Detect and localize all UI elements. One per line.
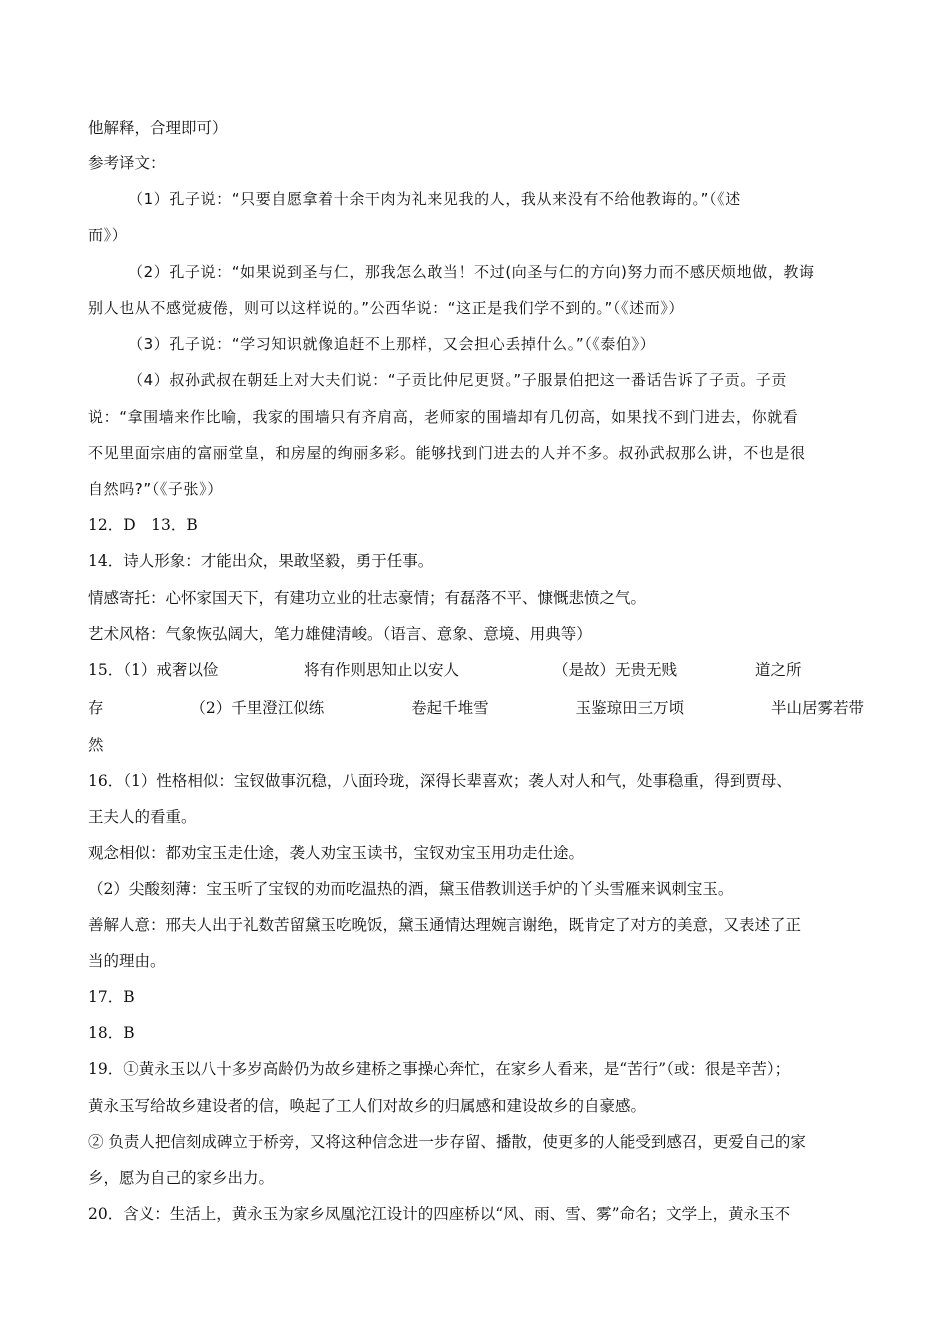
answer-line: 当的理由。: [88, 952, 166, 970]
answer-line: ② 负责人把信刻成碑立于桥旁，又将这种信念进一步存留、播散，使更多的人能受到感召，更爱自己的家: [88, 1133, 806, 1151]
q15-answer-item: （是故）无贵无贱: [553, 661, 678, 679]
q15-answer-item: （2）千里澄江似练: [190, 699, 325, 717]
q15-answer-item: 将有作则思知止以安人: [304, 661, 460, 679]
answer-line: 艺术风格：气象恢弘阔大，笔力雄健清峻。（语言、意象、意境、用典等）: [88, 625, 592, 643]
text-line: （3）孔子说：“学习知识就像追赶不上那样，又会担心丢掉什么。”（《泰伯》）: [128, 335, 656, 353]
text-line: 别人也从不感觉疲倦，则可以这样说的。”公西华说：“这正是我们学不到的。”（《述而》）: [88, 299, 685, 317]
text-line: （1）孔子说：“只要自愿拿着十余干肉为礼来见我的人，我从来没有不给他教诲的。”（《述: [128, 190, 741, 208]
text-line: 他解释，合理即可）: [88, 119, 228, 137]
text-line: 自然吗?”（《子张》）: [88, 480, 223, 498]
q15-answer-item: 15．（1）戒奢以俭: [88, 661, 219, 679]
text-line: 参考译文：: [88, 154, 166, 172]
text-line: 说：“拿围墙来作比喻，我家的围墙只有齐肩高，老师家的围墙却有几仞高，如果找不到门进去，你就看: [88, 408, 799, 426]
answer-line: 情感寄托：心怀家国天下，有建功立业的壮志豪情；有磊落不平、慷慨悲愤之气。: [88, 589, 647, 607]
answer-line: （2）尖酸刻薄：宝玉听了宝钗的劝而吃温热的酒，黛玉借教训送手炉的丫头雪雁来讽刺宝玉。: [88, 880, 734, 898]
answer-line: 16．（1）性格相似：宝钗做事沉稳，八面玲珑，深得长辈喜欢；袭人对人和气，处事稳重，得到贾母、: [88, 772, 792, 790]
answer-line: 黄永玉写给故乡建设者的信，唤起了工人们对故乡的归属感和建设故乡的自豪感。: [88, 1097, 647, 1115]
text-line: （2）孔子说：“如果说到圣与仁，那我怎么敢当！不过(向圣与仁的方向)努力而不感厌烦地做，教诲: [128, 263, 815, 281]
answer-line: 19．①黄永玉以八十多岁高龄仍为故乡建桥之事操心奔忙，在家乡人看来，是“苦行”（或：很是辛苦）；: [88, 1060, 791, 1078]
answer-line: 20．含义：生活上，黄永玉为家乡凤凰沱江设计的四座桥以“风、雨、雪、雾”命名；文学上，黄永玉不: [88, 1205, 791, 1223]
answer-line: 12．D 13．B: [88, 516, 198, 534]
answer-line: 17．B: [88, 988, 135, 1006]
answer-line: 王夫人的看重。: [88, 808, 197, 826]
q15-answer-row: [88, 698, 864, 718]
q15-answer-item: 道之所: [755, 661, 802, 679]
answer-line: 乡，愿为自己的家乡出力。: [88, 1169, 275, 1187]
q15-answer-item: 半山居雾若带: [770, 699, 864, 717]
answer-line: 18．B: [88, 1024, 135, 1042]
q15-answer-item: 然: [88, 736, 104, 754]
answer-line: 14．诗人形象：才能出众，果敢坚毅，勇于任事。: [88, 552, 434, 570]
text-line: 不见里面宗庙的富丽堂皇，和房屋的绚丽多彩。能够找到门进去的人并不多。叔孙武叔那么讲，不也是很: [88, 444, 806, 462]
answer-line: 观念相似：都劝宝玉走仕途，袭人劝宝玉读书，宝钗劝宝玉用功走仕途。: [88, 844, 585, 862]
q15-answer-item: 卷起千堆雪: [411, 699, 489, 717]
text-line: （4）叔孙武叔在朝廷上对大夫们说：“子贡比仲尼更贤。”子服景伯把这一番话告诉了子贡。子贡: [128, 371, 787, 389]
answer-line: 善解人意：邢夫人出于礼数苦留黛玉吃晚饭，黛玉通情达理婉言谢绝，既肯定了对方的美意，又表述了正: [88, 916, 802, 934]
text-line: 而》）: [88, 226, 128, 244]
q15-answer-item: 玉鉴琼田三万顷: [575, 699, 685, 717]
q15-answer-item: 存: [88, 699, 104, 717]
